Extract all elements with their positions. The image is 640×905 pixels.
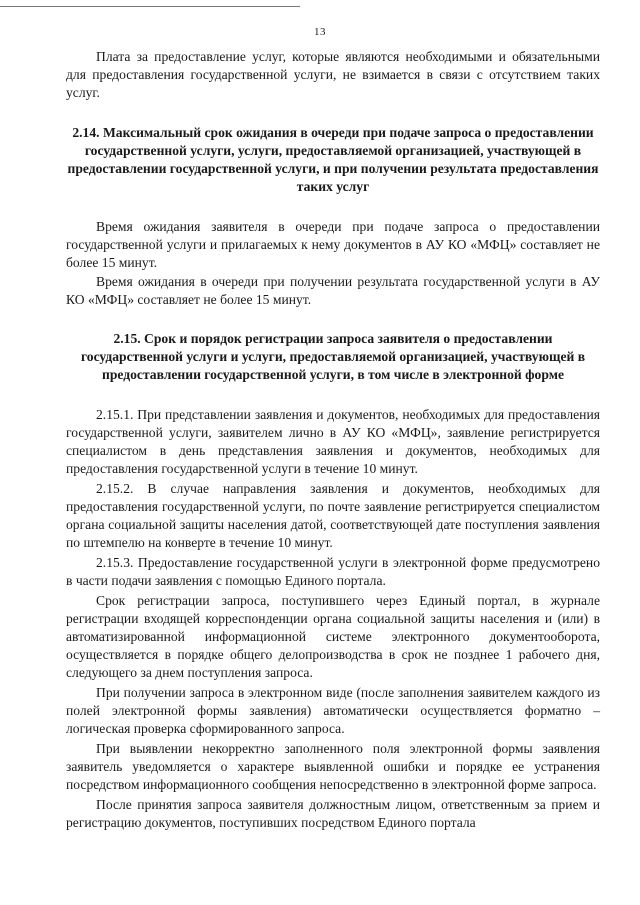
paragraph-2-15-3: 2.15.3. Предоставление государственной услуги в электронной форме предусмотрено в части подачи заявления с помощью Единого портала. bbox=[66, 555, 600, 588]
paragraph-registration-term: Срок регистрации запроса, поступившего через Единый портал, в журнале регистрации входящей корреспонденции органа социальной защиты населения и (или) в автоматизированной информационной системе электронного документооборота, осуществляется в порядке общего делопроизводства в срок не позднее 1 рабочего дня, следующего за днем поступления запроса. bbox=[66, 593, 600, 680]
page-number: 13 bbox=[314, 26, 326, 38]
heading-2-15: 2.15. Срок и порядок регистрации запроса заявителя о предоставлении государственной услуги и услуги, предоставляемой организацией, участвующей в предоставлении государственной услуги, в том числе в электронной форме bbox=[80, 331, 586, 382]
paragraph-wait-submit: Время ожидания заявителя в очереди при подаче запроса о предоставлении государственной услуги и прилагаемых к нему документов в АУ КО «МФЦ» составляет не более 15 минут. bbox=[66, 219, 600, 270]
heading-2-14: 2.14. Максимальный срок ожидания в очереди при подаче запроса о предоставлении государственной услуги, услуги, предоставляемой организацией, участвующей в предоставлении государственной услуги, и при получении результата предоставления таких услуг bbox=[67, 125, 599, 194]
document-body bbox=[66, 48, 600, 834]
paragraph-after-acceptance: После принятия запроса заявителя должностным лицом, ответственным за прием и регистрацию документов, поступивших посредством Единого портала bbox=[66, 797, 600, 830]
paragraph-2-15-1: 2.15.1. При представлении заявления и документов, необходимых для предоставления государственной услуги, заявителем лично в АУ КО «МФЦ», заявление регистрируется специалистом в день представления заявления и документов, необходимых для предоставления государственной услуги в течение 10 минут. bbox=[66, 407, 600, 476]
paragraph-2-15-2: 2.15.2. В случае направления заявления и документов, необходимых для предоставления государственной услуги, по почте заявление регистрируется специалистом органа социальной защиты населения датой, соответствующей дате поступления заявления по штемпелю на конверте в течение 10 минут. bbox=[66, 481, 600, 550]
paragraph-error-notice: При выявлении некорректно заполненного поля электронной формы заявления заявитель уведомляется о характере выявленной ошибки и порядке ее устранения посредством информационного сообщения непосредственно в электронной форме запроса. bbox=[66, 741, 600, 792]
paragraph-fee: Плата за предоставление услуг, которые являются необходимыми и обязательными для предоставления государственной услуги, не взимается в связи с отсутствием таких услуг. bbox=[66, 49, 600, 100]
top-rule bbox=[0, 6, 300, 7]
paragraph-format-check: При получении запроса в электронном виде (после заполнения заявителем каждого из полей электронной формы заявления) автоматически осуществляется форматно – логическая проверка сформированного запроса. bbox=[66, 685, 600, 736]
paragraph-wait-result: Время ожидания в очереди при получении результата государственной услуги в АУ КО «МФЦ» составляет не более 15 минут. bbox=[66, 274, 600, 307]
